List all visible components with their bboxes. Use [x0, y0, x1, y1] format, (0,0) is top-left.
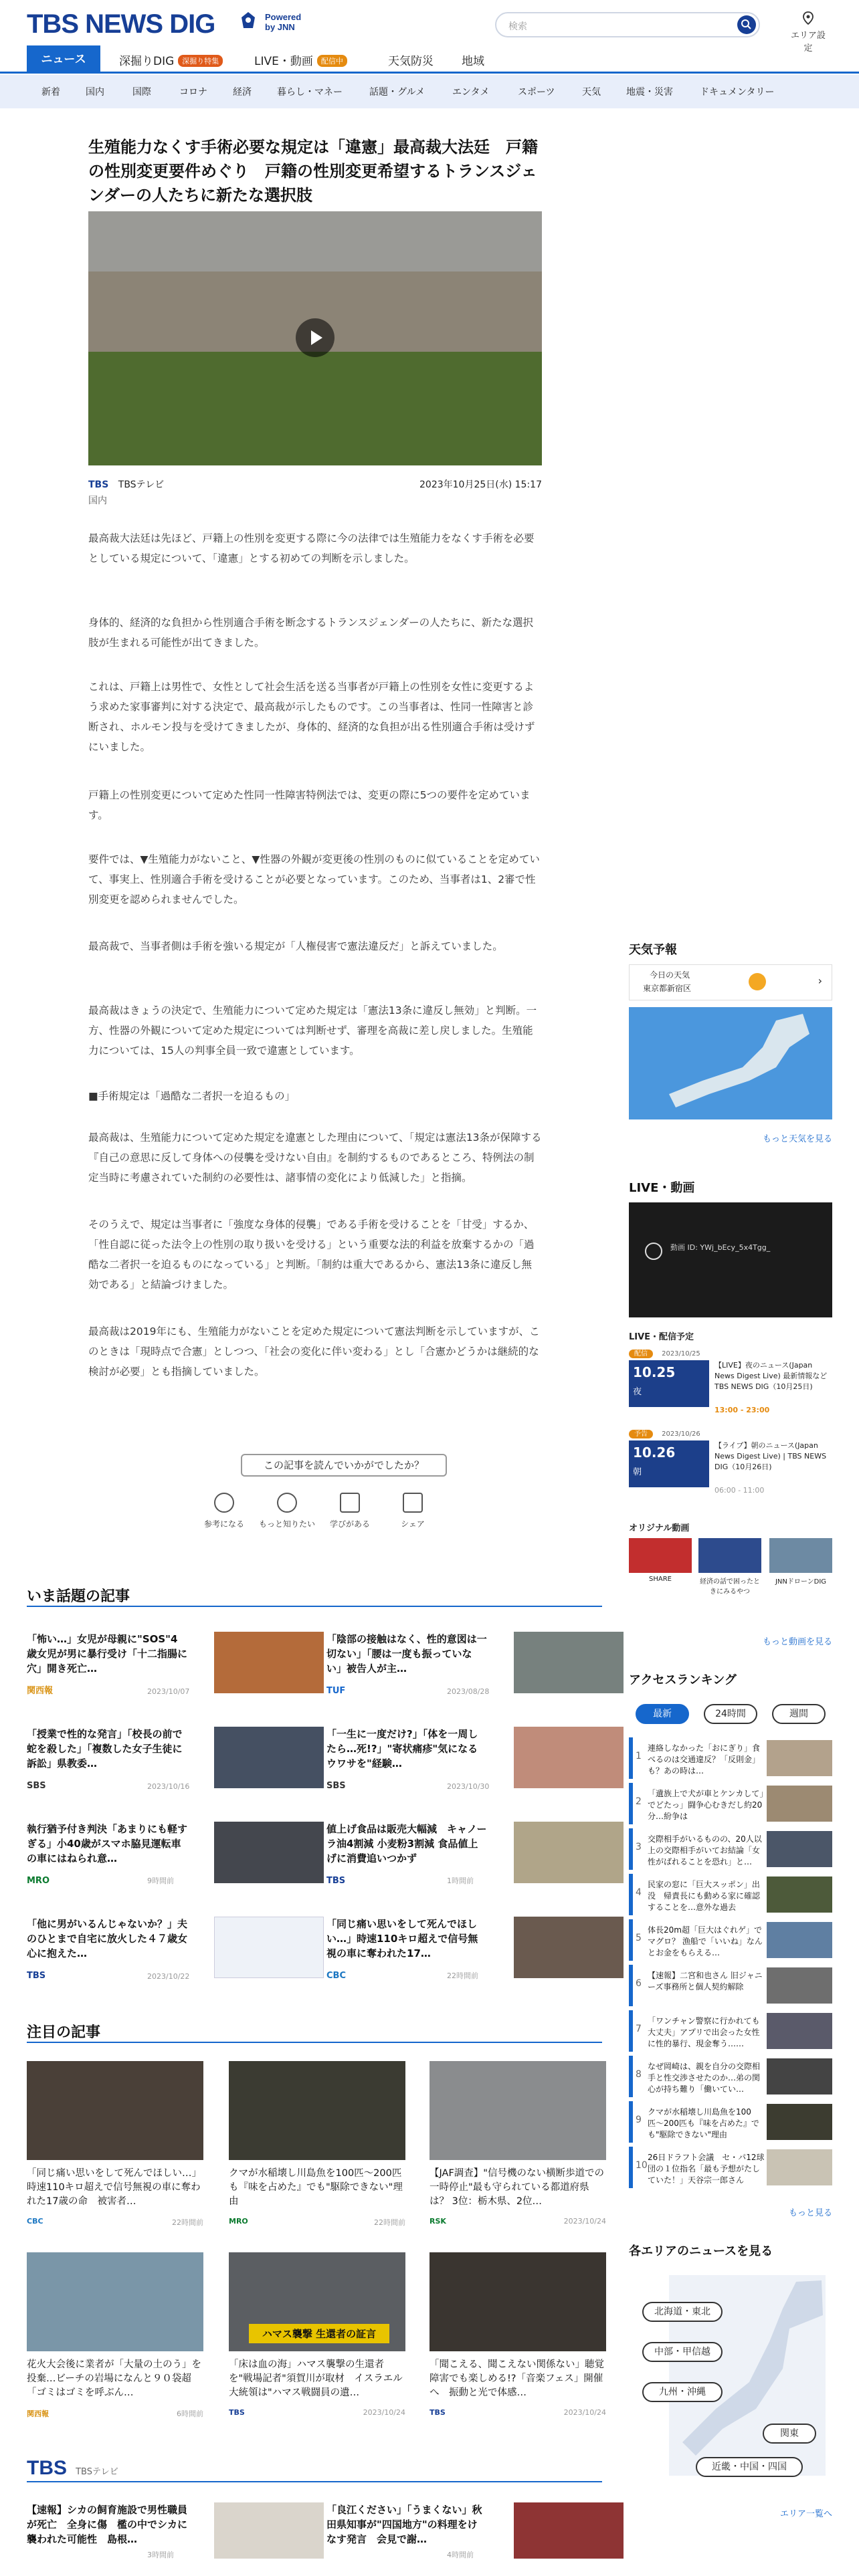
rank-number: 5: [636, 1933, 642, 1943]
ranking-item[interactable]: [629, 1874, 832, 1915]
japan-map-icon: [629, 1007, 832, 1119]
article-category[interactable]: 国内: [88, 496, 107, 506]
ranking-widget: [629, 1671, 832, 2230]
cat-international[interactable]: 国際: [132, 87, 151, 98]
ranking-tab-24h[interactable]: 24時間: [704, 1704, 757, 1724]
article-source: TBSテレビ: [118, 479, 165, 490]
tbs-section-sub: TBSテレビ: [76, 2467, 118, 2477]
weather-map[interactable]: [629, 1007, 832, 1119]
rank-thumbnail: [767, 1786, 832, 1822]
schedule-date: 2023/10/25: [662, 1350, 700, 1358]
weather-widget: [629, 940, 832, 1161]
rank-title: 「遺族上で犬が車とケンカして」でどたっ」闘争心むきだし約20分…紛争は: [648, 1789, 764, 1821]
trending-source: SBS: [27, 1781, 46, 1791]
article-paragraph: 最高裁は2019年にも、生殖能力がないことを定めた規定について憲法判断を示していますが、このときは「現時点で合憲」としつつ、「社会の変化に伴い変わる」とし「合憲かどうかは継続的な検討が必要」とも指摘していました。: [88, 1325, 540, 1378]
search-input[interactable]: 検索: [508, 21, 527, 32]
powered-by-jnn: Powered by JNN: [265, 12, 302, 32]
rank-number: 1: [636, 1751, 642, 1761]
rank-title: 26日ドラフト会議 セ・パ12球団の１位指名「最も予想がたしていた！」天谷宗一郎さん: [648, 2153, 765, 2185]
featured-title: クマが水稲壊し川島魚を100匹〜200匹も『味を占めた』でも"駆除できない"理由: [229, 2168, 403, 2207]
article-video[interactable]: [88, 211, 542, 465]
trending-thumbnail: [214, 1727, 324, 1788]
feedback-learn[interactable]: [321, 1493, 379, 1529]
video-shrubs: [88, 352, 542, 465]
featured-source: RSK: [430, 2217, 446, 2226]
trending-thumbnail: [514, 1727, 624, 1788]
featured-heading: 注目の記事: [27, 2021, 602, 2043]
area-kinki[interactable]: 近畿・中国・四国: [696, 2457, 803, 2477]
trending-heading: いま話題の記事: [27, 1585, 602, 1607]
original-title: 経済の話で困ったときにみるやつ: [700, 1578, 760, 1596]
play-button[interactable]: [296, 318, 335, 357]
trending-source: 関西報: [27, 1686, 54, 1696]
trending-title: 「同じ痛い思いをして死んでほしい…」時速110キロ超えで信号無視の車に奪われた17…: [326, 1918, 478, 1959]
area-hokkaido-tohoku[interactable]: 北海道・東北: [642, 2302, 723, 2322]
search-icon: [277, 1493, 297, 1513]
trending-thumbnail: [214, 1632, 324, 1693]
schedule-title: 【LIVE】夜のニュース(Japan News Digest Live) 最新情報など TBS NEWS DIG（10月25日): [714, 1361, 828, 1391]
weather-region: 東京都新宿区: [643, 984, 692, 993]
rank-title: 「ワンチャン警察に行かれても大丈夫」アプリで出会った女性に性的暴行、現金奪う……: [648, 2016, 760, 2048]
book-icon: [340, 1493, 360, 1513]
original-thumbnail: [769, 1538, 832, 1573]
trending-card[interactable]: [326, 1822, 624, 1889]
ranking-item[interactable]: [629, 2101, 832, 2143]
trending-date: 22時間前: [447, 1971, 478, 1980]
area-settings-label: エリア設定: [790, 31, 826, 53]
schedule-time: 13:00 - 23:00: [714, 1406, 770, 1414]
article-title: 生殖能力なくす手術必要な規定は「違憲」最高裁大法廷 戸籍の性別変更要件めぐり 戸籍の性別変更希望するトランスジェンダーの人たちに新たな選択肢: [88, 138, 538, 205]
featured-source: TBS: [229, 2408, 245, 2417]
rank-title: なぜ岡崎は、親を自分の交際相手と性交渉させたのか…弟の関心が持ち難り「働いてい…: [648, 2062, 761, 2094]
trending-title: 「陰部の接触はなく、性的意図は一切ない」「腰は一度も振っていない」被告人が主…: [326, 1633, 487, 1675]
featured-card[interactable]: [430, 2252, 606, 2420]
feedback-helpful[interactable]: [195, 1493, 253, 1529]
trending-title: 「怖い…」女児が母親に"SOS"4歳女児が男に暴行受け「十二指腸に穴」開き死亡…: [27, 1633, 188, 1675]
nav-dig[interactable]: [119, 51, 223, 68]
bell-logo-icon: [240, 11, 257, 31]
schedule-day: 10.26: [633, 1444, 676, 1461]
area-list-link[interactable]: エリア一覧へ: [779, 2509, 832, 2519]
featured-title: 「床は血の海」ハマス襲撃の生還者を"戦場記者"須賀川が取材 イスラエル大統領は"ハマス戦闘員の遺…: [229, 2359, 403, 2398]
trending-card[interactable]: [326, 1727, 624, 1794]
tbs-thumbnail: [214, 2502, 324, 2559]
featured-overlay-caption: ハマス襲撃 生還者の証言: [249, 2324, 389, 2343]
trending-card[interactable]: [27, 1822, 324, 1889]
schedule-title: 【ライブ】朝のニュース(Japan News Digest Live) | TBS NEWS DIG（10月26日): [714, 1441, 827, 1471]
trending-title: 値上げ食品は販売大幅減 キャノーラ油4割減 小麦粉3割減 食品値上げに消費追いつかず: [326, 1823, 487, 1864]
video-error-text: [670, 1243, 824, 1253]
article-meta: [88, 477, 542, 507]
cat-disaster[interactable]: 地震・災害: [626, 87, 673, 98]
rank-number: 3: [636, 1842, 642, 1852]
rank-thumbnail: [767, 2013, 832, 2049]
ranking-item[interactable]: [629, 1919, 832, 1961]
schedule-time-of-day: 朝: [633, 1467, 642, 1477]
article-paragraph: そのうえで、規定は当事者に「強度な身体的侵襲」である手術を受けることを「甘受」するか、「性自認に従った法令上の性別の取り扱いを受ける」という重要な法的利益を放棄するかの「過酷な二者択一を迫るものになっている」と判断。「制約は重大であるから、憲法13条に違反し無効である」と結論づけました。: [88, 1218, 535, 1291]
schedule-tag: 配信: [629, 1350, 653, 1358]
featured-title: 「聞こえる、聞こえない関係ない」聴覚障害でも楽しめる!?「音楽フェス」開催へ 振動と光で体感…: [430, 2359, 604, 2398]
featured-thumbnail: [430, 2252, 606, 2351]
trending-source: TUF: [326, 1686, 346, 1696]
featured-title: 【JAF調査】"信号機のない横断歩道での一時停止"最も守られている都道府県は？ 3位：栃木県、2位…: [430, 2168, 604, 2207]
video-id: YWj_bEcy_5x4Tgg_: [700, 1243, 771, 1252]
area-widget: [629, 2242, 832, 2529]
cat-economy[interactable]: 経済: [233, 87, 252, 98]
featured-source: 関西報: [27, 2409, 49, 2418]
trending-source: TBS: [27, 1971, 46, 1981]
nav-live-label: LIVE・動画: [254, 55, 313, 68]
trending-date: 2023/08/28: [447, 1687, 490, 1696]
rank-number: 4: [636, 1887, 642, 1898]
rank-thumbnail: [767, 1967, 832, 2004]
trending-thumbnail: [514, 1822, 624, 1883]
ranking-tab-weekly[interactable]: 週間: [772, 1704, 826, 1724]
original-video[interactable]: [629, 1538, 692, 1583]
tbs-thumbnail: [514, 2502, 624, 2559]
featured-card[interactable]: [27, 2061, 203, 2229]
area-kyushu[interactable]: 九州・沖縄: [642, 2382, 723, 2402]
trending-date: 2023/10/07: [147, 1687, 190, 1696]
schedule-date: 2023/10/26: [662, 1430, 700, 1438]
cat-gourmet[interactable]: 話題・グルメ: [369, 87, 425, 98]
rank-title: 民家の窓に「巨大スッポン」出没 帰責長にも動める家に確認することを…意外な過去: [648, 1880, 761, 1912]
featured-thumbnail: [430, 2061, 606, 2160]
schedule-day: 10.25: [633, 1364, 676, 1380]
feedback-learn-label: 学びがある: [329, 1519, 370, 1529]
tbs-title: 「良江ください」「うまくない」秋田県知事が"四国地方"の料理をけなす発言 会見で謝…: [326, 2504, 482, 2545]
tbs-card[interactable]: [27, 2502, 324, 2569]
ranking-item[interactable]: [629, 1737, 832, 1779]
chevron-right-icon: ›: [818, 974, 822, 987]
rank-number: 8: [636, 2069, 642, 2080]
featured-date: 22時間前: [374, 2218, 405, 2227]
trending-title: 「一生に一度だけ?」「体を一周したら…死!?」"寄状痛疹"気になるウワサを"経験…: [326, 1728, 478, 1769]
rank-number: 6: [636, 1978, 642, 1989]
trending-thumbnail: [514, 1632, 624, 1693]
today-weather[interactable]: [629, 964, 832, 1000]
area-kanto[interactable]: 関東: [763, 2424, 816, 2444]
live-heading: LIVE・動画: [629, 1181, 695, 1195]
trending-source: CBC: [326, 1971, 346, 1981]
cat-domestic[interactable]: 国内: [86, 87, 104, 98]
featured-thumbnail: [229, 2252, 405, 2351]
more-ranking-link[interactable]: もっと見る: [788, 2208, 832, 2218]
schedule-item[interactable]: [629, 1346, 832, 1420]
original-thumbnail: [629, 1538, 692, 1573]
feedback-question[interactable]: この記事を読んでいかがでしたか？: [241, 1454, 447, 1477]
rank-thumbnail: [767, 1831, 832, 1867]
feedback-share[interactable]: [384, 1493, 442, 1529]
feedback-helpful-label: 参考になる: [203, 1519, 244, 1529]
tbs-date: 3時間前: [147, 2551, 174, 2559]
article-subheading: ■手術規定は「過酷な二者択一を迫るもの」: [88, 1090, 296, 1102]
featured-card[interactable]: [430, 2061, 606, 2229]
nav-region[interactable]: 地域: [462, 55, 484, 68]
featured-date: 6時間前: [177, 2409, 203, 2418]
ranking-item[interactable]: [629, 1828, 832, 1870]
featured-source: MRO: [229, 2217, 248, 2226]
cat-documentary[interactable]: ドキュメンタリー: [700, 87, 775, 98]
trending-source: TBS: [326, 1876, 346, 1886]
rank-thumbnail: [767, 2058, 832, 2095]
rank-title: 連絡しなかった「おにぎり」食べるのは交通違反？「反則金」も？あの時は…: [648, 1743, 761, 1776]
original-title: JNNドローンDIG: [775, 1578, 827, 1586]
tbs-date: 4時間前: [447, 2551, 474, 2559]
original-video[interactable]: [698, 1538, 761, 1596]
original-title: SHARE: [649, 1576, 672, 1583]
featured-card[interactable]: [229, 2252, 405, 2420]
warning-icon: [645, 1243, 662, 1260]
featured-thumbnail: [27, 2252, 203, 2351]
featured-title: 花火大会後に業者が「大量の土のう」を投棄…ビーチの岩場になんと９０袋超 「ゴミはゴミを呼ぶん…: [27, 2359, 201, 2398]
article-paragraph: 最高裁大法廷は先ほど、戸籍上の性別を変更する際に今の法律では生殖能力をなくす手術を必要としている規定について、「違憲」とする初めての判断を示しました。: [88, 532, 535, 564]
area-chubu[interactable]: 中部・甲信越: [642, 2342, 723, 2362]
today-label: 今日の天気: [650, 970, 690, 980]
ranking-item[interactable]: [629, 2056, 832, 2097]
more-videos-link[interactable]: もっと動画を見る: [762, 1637, 832, 1647]
trending-date: 1時間前: [447, 1876, 474, 1885]
article-paragraph: 最高裁は、生殖能力について定めた規定を違憲とした理由について、「規定は憲法13条が保障する『自己の意思に反して身体への侵襲を受けない自由』を制約するものであるところ、特例法の制定当時に考慮されていた制約の必要性は、諸事情の変化により低減した」と指摘。: [88, 1132, 542, 1184]
ranking-heading: アクセスランキング: [629, 1673, 737, 1687]
article-paragraph: 最高裁で、当事者側は手術を強いる規定が「人権侵害で憲法違反だ」と訴えていました。: [88, 940, 503, 952]
rank-thumbnail: [767, 1740, 832, 1776]
source-logo: TBS: [88, 479, 109, 490]
featured-thumbnail: [229, 2061, 405, 2160]
schedule-thumbnail: [629, 1440, 709, 1487]
live-video-player[interactable]: [629, 1202, 832, 1317]
cat-money[interactable]: 暮らし・マネー: [277, 87, 343, 98]
trending-thumbnail: [214, 1822, 324, 1883]
share-icon: [403, 1493, 423, 1513]
trending-thumbnail: [214, 1917, 324, 1978]
search-box[interactable]: [495, 12, 760, 37]
featured-source: CBC: [27, 2217, 43, 2226]
lightbulb-icon: [214, 1493, 234, 1513]
ranking-item[interactable]: [629, 2147, 832, 2188]
featured-card[interactable]: [229, 2061, 405, 2229]
rank-title: クマが水稲壊し川島魚を100匹〜200匹も『味を占めた』でも"駆除できない"理由: [648, 2107, 759, 2139]
search-button[interactable]: [737, 15, 756, 34]
featured-date: 2023/10/24: [563, 2217, 606, 2226]
schedule-time: 06:00 - 11:00: [714, 1486, 765, 1495]
video-id-label: 動画 ID:: [670, 1243, 698, 1252]
trending-title: 執行猶予付き判決「あまりにも軽すぎる」小40歳がスマホ脇見運転車の車にはねられ意…: [27, 1823, 188, 1864]
nav-news[interactable]: ニュース: [27, 45, 100, 74]
article-paragraph: これは、戸籍上は男性で、女性として社会生活を送る当事者が戸籍上の性別を女性に変更するよう求めた家事審判に対する決定で、最高裁が示したものです。この当事者は、性同一性障害と診断され、ホルモン投与を受けてきましたが、身体的、経済的な負担が出る性別適合手術は受けずにいました。: [88, 681, 535, 753]
rank-title: 交際相手がいるものの、20人以上の交際相手がいてお結論「女性がばれることを恐れ」と…: [648, 1834, 762, 1866]
trending-card[interactable]: [27, 1727, 324, 1794]
more-weather-link[interactable]: もっと天気を見る: [762, 1134, 832, 1144]
trending-date: 2023/10/16: [147, 1782, 190, 1791]
trending-source: SBS: [326, 1781, 346, 1791]
featured-title: 「同じ痛い思いをして死んでほしい…」時速110キロ超えで信号無視の車に奪われた17歳の命 被害者…: [27, 2168, 201, 2207]
rank-title: 体長20m超「巨大はぐれゲ」でマグロ？ 漁船で「いいね」なんとお金をもらえる…: [648, 1925, 763, 1957]
schedule-item[interactable]: [629, 1426, 832, 1501]
featured-thumbnail: [27, 2061, 203, 2160]
search-icon: [737, 15, 756, 34]
article-paragraph: 最高裁はきょうの決定で、生殖能力について定めた規定は「憲法13条に違反し無効」と判断。一方、性器の外観について定めた規定については判断せず、審理を高裁に差し戻しました。生殖能力については、15人の判事全員一致で違憲としています。: [88, 1004, 537, 1057]
rank-thumbnail: [767, 2104, 832, 2140]
weather-heading: 天気予報: [629, 943, 677, 957]
ranking-tab-latest[interactable]: 最新: [636, 1704, 689, 1724]
article-date: 2023年10月25日(水) 15:17: [419, 479, 542, 490]
cat-corona[interactable]: コロナ: [179, 87, 207, 98]
cat-new[interactable]: 新着: [41, 87, 60, 98]
trending-title: 「授業で性的な発言」「校長の前で蛇を殺した」「複数した女子生徒に訴訟」県教委…: [27, 1728, 183, 1769]
rank-number: 10: [636, 2160, 648, 2171]
rank-number: 7: [636, 2024, 642, 2034]
nav-weather[interactable]: 天気防災: [388, 55, 434, 68]
feedback-more[interactable]: [258, 1493, 316, 1529]
site-header: [0, 0, 859, 53]
rank-number: 2: [636, 1796, 642, 1807]
feedback-share-label: シェア: [401, 1519, 425, 1529]
original-video[interactable]: [769, 1538, 832, 1586]
featured-source: TBS: [430, 2408, 446, 2417]
trending-card[interactable]: [326, 1632, 624, 1699]
category-nav: [0, 75, 859, 108]
feedback-more-label: もっと知りたい: [258, 1519, 315, 1529]
rank-title: 【速報】二宮和也さん 旧ジャニーズ事務所と個人契約解除: [648, 1971, 763, 1992]
nav-live-tag: 配信中: [317, 55, 347, 67]
featured-date: 2023/10/24: [363, 2408, 405, 2417]
ranking-item[interactable]: [629, 1965, 832, 2006]
ranking-item[interactable]: [629, 1783, 832, 1824]
rank-number: 9: [636, 2115, 642, 2125]
video-building: [88, 211, 542, 272]
trending-date: 2023/10/30: [447, 1782, 490, 1791]
nav-dig-tag: 深掘り特集: [178, 55, 223, 67]
article-paragraph: 身体的、経済的な負担から性別適合手術を断念するトランスジェンダーの人たちに、新たな選択肢が生まれる可能性が出てきました。: [88, 617, 534, 649]
sun-cloud-icon: [749, 973, 766, 990]
original-thumbnail: [698, 1538, 761, 1573]
cat-sports[interactable]: スポーツ: [518, 87, 555, 98]
cat-weather[interactable]: 天気: [582, 87, 601, 98]
trending-source: MRO: [27, 1876, 50, 1886]
article-paragraph: 要件では、▼生殖能力がないこと、▼性器の外観が変更後の性別のものに似ていることを定めていて、事実上、性別適合手術を受けることが必要となっています。このため、当事者は1、2審で性別変更を認められませんでした。: [88, 853, 540, 905]
trending-date: 9時間前: [147, 1876, 174, 1885]
schedule-heading: LIVE・配信予定: [629, 1332, 694, 1342]
article-paragraph: 戸籍上の性別変更について定めた性同一性障害特例法では、変更の際に5つの要件を定めています。: [88, 789, 531, 821]
nav-live[interactable]: [254, 51, 347, 68]
tbs-title: 【速報】シカの飼育施設で男性職員が死亡 全身に傷 檻の中でシカに襲われた可能性 島根…: [27, 2504, 188, 2545]
trending-card[interactable]: [27, 1632, 324, 1699]
original-heading: オリジナル動画: [629, 1523, 690, 1533]
schedule-time-of-day: 夜: [633, 1387, 642, 1397]
primary-nav: [0, 45, 859, 74]
rank-thumbnail: [767, 1922, 832, 1958]
trending-date: 2023/10/22: [147, 1972, 190, 1981]
area-heading: 各エリアのニュースを見る: [629, 2244, 773, 2258]
schedule-thumbnail: [629, 1360, 709, 1407]
tbs-logo: TBS: [27, 2457, 67, 2479]
tbs-card[interactable]: [326, 2502, 624, 2569]
cat-entertainment[interactable]: エンタメ: [452, 87, 490, 98]
live-widget: [629, 1178, 832, 1654]
schedule-tag: 予告: [629, 1430, 653, 1438]
featured-card[interactable]: [27, 2252, 203, 2420]
trending-card[interactable]: [326, 1917, 624, 1983]
site-logo[interactable]: TBS NEWS DIG: [27, 9, 215, 39]
ranking-item[interactable]: [629, 2010, 832, 2052]
play-icon: [296, 318, 335, 357]
featured-date: 2023/10/24: [563, 2408, 606, 2417]
trending-card[interactable]: [27, 1917, 324, 1983]
tbs-section-header: [27, 2457, 602, 2482]
trending-thumbnail: [514, 1917, 624, 1978]
trending-title: 「他に男がいるんじゃないか？」夫のひとまで自宅に放火した４７歳女 心に抱えた…: [27, 1918, 198, 1959]
featured-date: 22時間前: [172, 2218, 203, 2227]
rank-thumbnail: [767, 2149, 832, 2185]
location-pin-icon: [801, 11, 816, 25]
nav-dig-label: 深掘りDIG: [119, 55, 175, 68]
rank-thumbnail: [767, 1876, 832, 1913]
